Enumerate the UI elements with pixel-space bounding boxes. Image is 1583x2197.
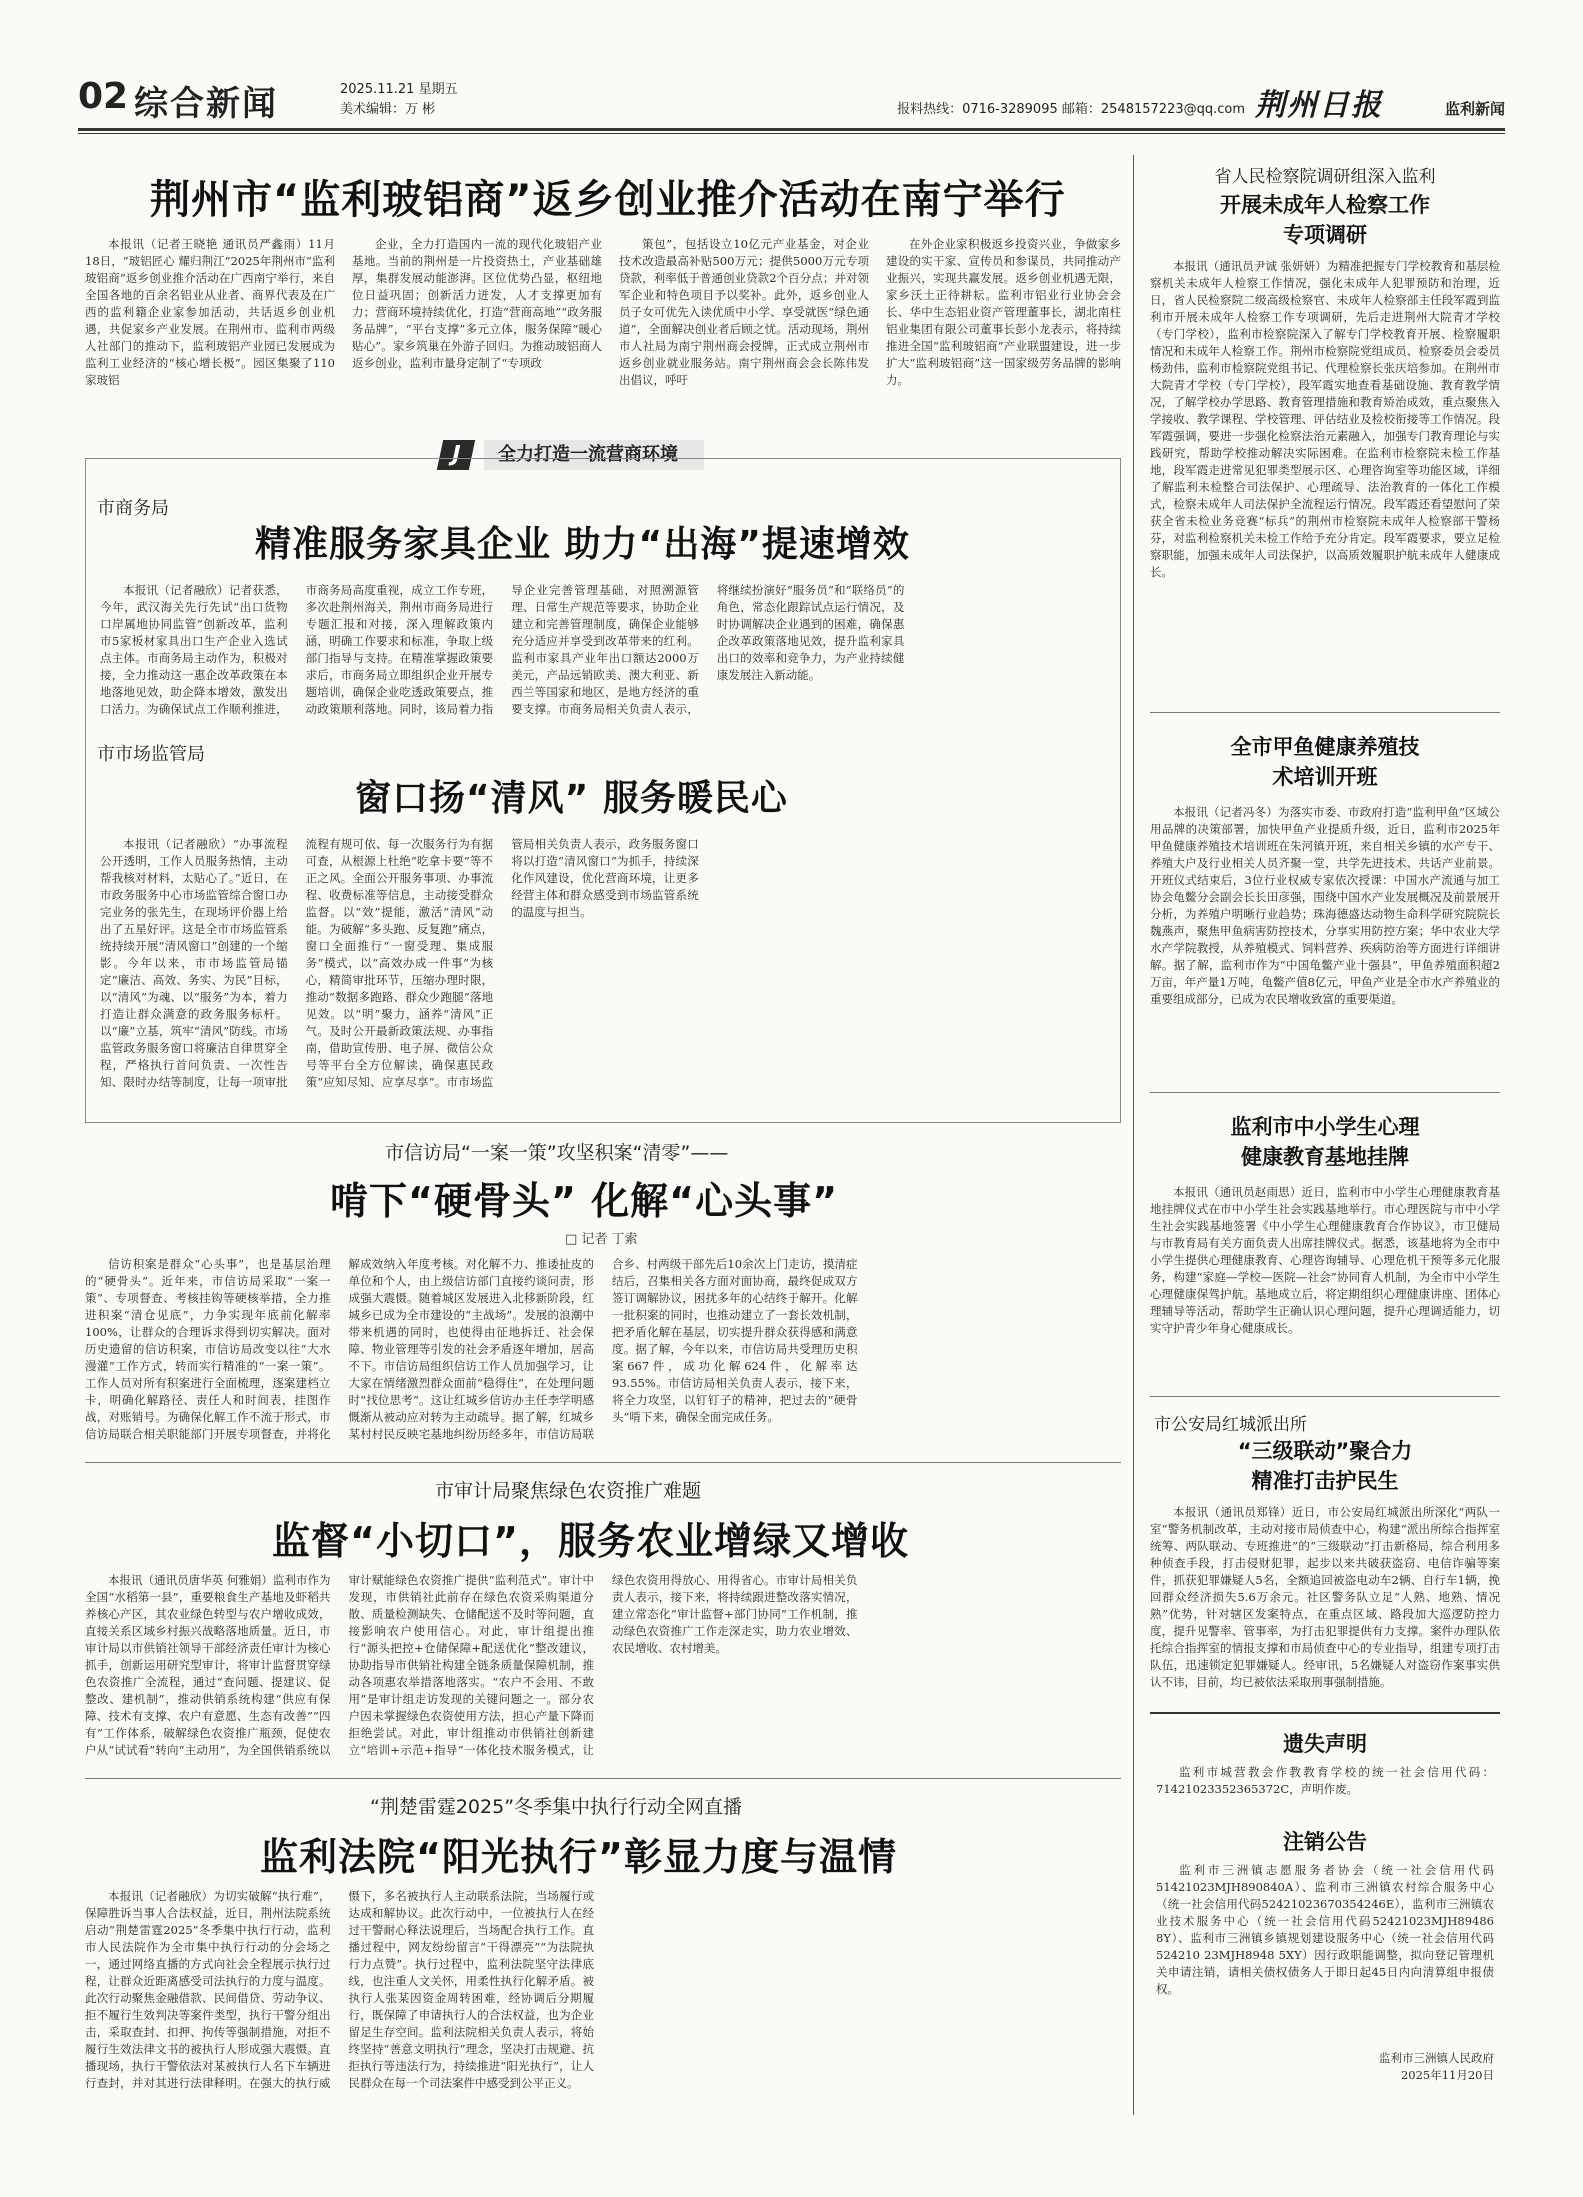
fishery-headline: 全市甲鱼健康养殖技术培训开班 [1230,735,1420,789]
audit-headline: 监督“小切口”，服务农业增绿又增收 [272,1519,909,1563]
lead-col-1-text: 本报讯（记者王晓艳 通讯员严鑫雨）11月18日，“玻铝匠心 耀归荆江”2025年荆州市“监利玻铝商”返乡创业推介活动在广西南宁举行，来自全国各地的百余名铝业从业者、商界代表及在广西的监利籍企业家参加活动，共话返乡创业机遇，共促家乡产业发展。在荆州市、监利市两级人社部门的推动下，监利玻铝产业园已发展成为监利工业经济的“核心增长极”。园区集聚了110家玻铝 [85,237,335,387]
petition-headline: 啃下“硬骨头” 化解“心头事” [330,1179,839,1223]
cancel-notice-text: 监利市三洲镇志愿服务者协会（统一社会信用代码51421023MJH890840A）、监利市三洲镇农村综合服务中心（统一社会信用代码52421023670354246E），监利市三洲镇农业技术服务中心（统一社会信用代码52421023MJH89486 8Y）、监利市三洲镇乡镇规划建设服务中心（统一社会信用代码524210 23MJH8948 5XY）因行政职能调整，拟向登记管理机关申请注销，请相关债权债务人于即日起45日内向清算组申报债权。 [1156,1863,1494,1996]
fishery-body [1150,804,1500,1064]
right-rule-2 [1150,1092,1500,1093]
lead-headline: 荆州市“监利玻铝商”返乡创业推介活动在南宁举行 [150,177,1066,223]
newspaper-logo: 荆州日报 [1255,88,1383,123]
right-rule-1 [1150,712,1500,713]
masthead-rule-thin [78,133,1505,134]
issue-editor: 美术编辑：万 彬 [340,102,436,117]
court-body [85,1888,1121,2108]
commerce-body [100,582,1110,718]
cancel-notice-body [1156,1862,1494,1998]
police-text: 本报讯（通讯员郑锋）近日，市公安局红城派出所深化“两队一室”警务机制改革，主动对接市局侦查中心，构建“派出所综合指挥室统筹、两队联动、专班推进”的“三级联动”打击新格局，综合利用多种侦查手段，打击侵财犯罪，起步以来共破获盗窃、电信诈骗等案件，抓获犯罪嫌疑人5名，全额追回被盗电动车2辆、自行车1辆，挽回群众经济损失5.6万余元。社区警务队立足“人熟、地熟、情况熟”优势，针对辖区发案特点，在重点区域、路段加大巡逻防控力度，提升见警率、管事率，为打击犯罪提供有力支撑。案件办理队依托综合指挥室的情报支撑和市局侦查中心的专业指导，组建专项打击队伍，迅速锁定犯罪嫌疑人。经审讯，5名嫌疑人对盗窃作案事实供认不讳，目前，均已被依法采取刑事强制措施。 [1150,1505,1500,1689]
audit-kicker: 市审计局聚焦绿色农资推广难题 [435,1480,702,1502]
audit-body [85,1572,1121,1768]
masthead [78,74,1505,126]
lost-notice-headline: 遗失声明 [1283,1732,1367,1756]
lead-col-3 [619,236,869,424]
edition-name: 监利新闻 [1444,100,1505,118]
market-dept-label: 市市场监管局 [97,744,205,765]
signature-date: 2025年11月20日 [1400,2068,1494,2082]
police-body [1150,1504,1500,1700]
hotline: 报料热线：0716-3289095 邮箱：2548157223@qq.com [897,102,1245,117]
column-divider [1133,155,1134,2115]
petition-text: 信访积案是群众“心头事”，也是基层治理的“硬骨头”。近年来，市信访局采取“一案一策”、专项督查、考核挂钩等硬核举措，全力推进积案“清仓见底”，力争实现年底前化解率100%，让群众的合理诉求得到切实解决。面对历史遗留的信访积案，市信访局改变以往“大水漫灌”工作方式，转而实行精准的“一案一策”。工作人员对所有积案进行全面梳理，逐案建档立卡，明确化解路径、责任人和时间表，挂图作战，对账销号。为确保化解工作不流于形式，市信访局联合相关职能部门开展专项督查，并将化解成效纳入年度考核。对化解不力、推诿扯皮的单位和个人，由上级信访部门直接约谈问责，形成强大震慑。随着城区发展进入北移新阶段，红城乡已成为全市建设的“主战场”。发展的浪潮中带来机遇的同时，也使得由征地拆迁、社会保障、物业管理等引发的社会矛盾逐年增加，居高不下。市信访局组织信访工作人员加强学习，让大家在情绪激烈群众面前“稳得住”，在处理问题时“找位思考”。这让红城乡信访办主任李学明感慨渐从被动应对转为主动疏导。据了解，红城乡某村村民反映宅基地纠纷历经多年，市信访局联合乡、村两级干部先后10余次上门走访，摸清症结后，召集相关各方面对面协商，最终促成双方签订调解协议，困扰多年的心结终于解开。化解一批积案的同时，也推动建立了一套长效机制，把矛盾化解在基层，切实提升群众获得感和满意度。据了解，今年以来，市信访局共受理历史积案667件，成功化解624件，化解率达93.55%。市信访局相关负责人表示，接下来，将全力攻坚，以钉钉子的精神，把过去的“硬骨头”啃下来，确保全面完成任务。 [85,1257,858,1441]
petition-rule [85,1462,1121,1463]
procuratorate-kicker: 省人民检察院调研组深入监利 [1214,167,1436,187]
procuratorate-text: 本报讯（通讯员尹诚 张妍妍）为精准把握专门学校教育和基层检察机关未成年人检察工作情况，强化未成年人犯罪预防和治理，近日，省人民检察院二级高级检察官、未成年人检察部主任段军霞到监利市开展未成年人检察工作专项调研，先后走进荆州大院青才学校（专门学校），监利市检察院深入了解专门学校教育开展、检察履职情况和未成年人检察工作。荆州市检察院党组成员、检察委员会委员杨劲伟，监利市检察院党组书记、代理检察长张庆培参加。在荆州市大院青才学校（专门学校），段军霞实地查看基础设施、教育教学情况，了解学校办学思路、教育管理措施和教育矫治成效，重点聚焦入学接收、教学课程、学校管理、评估结业及检校衔接等工作情况。段军霞强调，要进一步强化检察法治元素融入，加强专门教育理论与实践研究，帮助学校推动解决实际困难。在监利市检察院未检工作基地，段军霞走进常见犯罪类型展示区、心理咨询室等功能区域，详细了解监利未检整合司法保护、心理疏导、法治教育的一体化工作模式，检察未成年人司法保护全流程运行情况。段军霞还看望慰问了荣获全省未检业务竞赛“标兵”的荆州市检察院未成年人检察部干警杨芬，对监利检察机关未检工作给予充分肯定。段军霞要求，要立足检察职能，加强未成年人司法保护，以高质效履职护航未成年人健康成长。 [1150,259,1500,579]
audit-text: 本报讯（通讯员唐华英 何雅娟）监利市作为全国“水稻第一县”，重要粮食生产基地及虾稻共养核心产区，其农业绿色转型与农户增收成效，直接关系区域乡村振兴战略落地质量。近日，市审计局以市供销社领导干部经济责任审计为核心抓手，创新运用研究型审计，将审计监督贯穿绿色农资推广全流程，通过“查问题、提建议、促整改、建机制”，推动供销系统构建“供应有保障、技术有支撑、农户有意愿、生态有改善”“四有”工作体系，破解绿色农资推广瓶颈，促使农户从“试试看”转向“主动用”，为全国供销系统以审计赋能绿色农资推广提供“监利范式”。审计中发现，市供销社此前存在绿色农资采购渠道分散、质量检测缺失、仓储配送不及时等问题，直接影响农户使用信心。对此，审计组提出推行“源头把控+仓储保障+配送优化”整改建议，协助指导市供销社构建全链条质量保障机制，推动各项惠农举措落地落实。“农户不会用、不敢用”是审计组走访发现的关键问题之一。部分农户因未掌握绿色农资使用方法，担心产量下降而拒绝尝试。对此，审计组推动市供销社创新建立“培训+示范+指导”一体化技术服务模式，让绿色农资用得放心、用得省心。市审计局相关负责人表示，接下来，将持续跟进整改落实情况，建立常态化“审计监督+部门协同”工作机制，推动绿色农资推广工作走深走实，助力农业增效、农民增收、农村增美。 [85,1573,858,1757]
lead-col-4 [886,236,1121,424]
procuratorate-body [1150,258,1500,698]
lead-col-2 [352,236,602,424]
police-kicker: 市公安局红城派出所 [1154,1415,1307,1435]
petition-body [85,1256,1121,1452]
school-body [1150,1184,1500,1380]
issue-date: 2025.11.21 星期五 [340,82,458,97]
court-text: 本报讯（记者融欣）为切实破解“执行难”，保障胜诉当事人合法权益，近日，荆州法院系统启动“荆楚雷霆2025”冬季集中执行行动，监利市人民法院作为全市集中执行行动的分会场之一，通过网络直播的方式向社会全程展示执行过程，让群众近距离感受司法执行的力度与温度。此次行动聚焦金融借款、民间借贷、劳动争议、拒不履行生效判决等案件类型，执行干警分组出击，采取查封、扣押、拘传等强制措施，对拒不履行生效法律文书的被执行人形成强大震慑。直播现场，执行干警依法对某被执行人名下车辆进行查封，并对其进行法律释明。在强大的执行威慑下，多名被执行人主动联系法院，当场履行或达成和解协议。此次行动中，一位被执行人在经过干警耐心释法说理后，当场配合执行工作。直播过程中，网友纷纷留言“干得漂亮”“为法院执行力点赞”。执行过程中，监利法院坚守法律底线，也注重人文关怀，用柔性执行化解矛盾。被执行人张某因资金周转困难，经协调后分期履行，既保障了申请执行人的合法权益，也为企业留足生存空间。监利法院相关负责人表示，将始终坚持“善意文明执行”理念，坚决打击规避、抗拒执行等违法行为，持续推进“阳光执行”，让人民群众在每一个司法案件中感受到公平正义。 [85,1889,594,2090]
cancel-notice-headline: 注销公告 [1283,1830,1367,1854]
right-rule-3 [1150,1396,1500,1397]
lead-col-3-text: 策包”，包括设立10亿元产业基金，对企业技术改造最高补贴500万元；提供5000万元专项贷款，利率低于普通创业贷款2个百分点；并对领军企业和特色项目予以奖补。此外，返乡创业人员子女可优先入读优质中小学、享受就医“绿色通道”，全面解决创业者后顾之忧。活动现场，荆州市人社局为南宁荆州商会授牌，正式成立荆州市返乡创业就业服务站。南宁荆州商会会长陈伟发出倡议，呼吁 [619,237,869,387]
masthead-rule [78,128,1505,131]
cancel-notice-signature [1379,2050,1494,2084]
page-number: 02 [78,76,129,117]
school-text: 本报讯（通讯员赵雨思）近日，监利市中小学生心理健康教育基地挂牌仪式在市中小学生社会实践基地举行。市心理医院与市中小学生社会实践基地签署《中小学生心理健康教育合作协议》，市卫健局与市教育局有关方面负责人出席挂牌仪式。据悉，该基地将为全市中小学生提供心理健康教育、心理咨询辅导、心理危机干预等多元化服务，构建“家庭—学校—医院—社会”协同育人机制，为全市中小学生心理健康保驾护航。基地成立后，将定期组织心理健康讲座、团体心理辅导等活动，帮助学生正确认识心理问题，提升心理调适能力，切实守护青少年身心健康成长。 [1150,1185,1500,1335]
school-headline: 监利市中小学生心理健康教育基地挂牌 [1230,1115,1420,1169]
police-headline: “三级联动”聚合力 精准打击护民生 [1237,1439,1413,1493]
notices-box [1150,1712,1500,2112]
section-name: 综合新闻 [134,84,278,124]
market-text: 本报讯（记者融欣）“办事流程公开透明，工作人员服务热情，主动帮我核对材料，太贴心了。”近日，在市政务服务中心市场监管综合窗口办完业务的张先生，在现场评价器上给出了五星好评。这是全市市场监管系统持续开展“清风窗口”创建的一个缩影。今年以来，市市场监管局锚定“廉洁、高效、务实、为民”目标，以“清风”为魂、以“服务”为本，着力打造让群众满意的政务服务标杆。以“廉”立基，筑牢“清风”防线。市场监管政务服务窗口将廉洁自律贯穿全程，严格执行首问负责、一次性告知、限时办结等制度，让每一项审批流程有规可依、每一次服务行为有据可查，从根源上杜绝“吃拿卡要”等不正之风。全面公开服务事项、办事流程、收费标准等信息，主动接受群众监督。以“效”提能，激活“清风”动能。为破解“多头跑、反复跑”痛点，窗口全面推行“一窗受理、集成服务”模式，以“高效办成一件事”为核心，精简审批环节，压缩办理时限，推动“数据多跑路、群众少跑腿”落地见效。以“明”聚力，涵养“清风”正气。及时公开最新政策法规、办事指南，借助宣传册、电子屏、微信公众号等平台全方位解读，确保惠民政策“应知尽知、应享尽享”。市市场监管局相关负责人表示，政务服务窗口将以打造“清风窗口”为抓手，持续深化作风建设，优化营商环境，让更多经营主体和群众感受到市场监管系统的温度与担当。 [100,837,699,1089]
lost-notice-text: 监利市城营教会作教教育学校的统一社会信用代码：71421023352365372C，声明作废。 [1156,1765,1494,1796]
market-headline: 窗口扬“清风” 服务暖民心 [355,778,788,819]
commerce-text: 本报讯（记者融欣）记者获悉，今年，武汉海关先行先试“出口货物口岸属地协同监管”创新改革，监利市5家板材家具出口生产企业入选试点主体。市商务局主动作为，积极对接，全力推动这一惠企改革政策在本地落地见效，助企降本增效，激发出口活力。为确保试点工作顺利推进，市商务局高度重视，成立工作专班，多次赴荆州海关，荆州市商务局进行专题汇报和对接，深入理解政策内涵，明确工作要求和标准，争取上级部门指导与支持。在精准掌握政策要求后，市商务局立即组织企业开展专题培训，确保企业吃透政策要点，推动政策顺利落地。同时，该局着力指导企业完善管理基础，对照溯源管理、日常生产规范等要求，协助企业建立和完善管理制度，确保企业能够充分适应并享受到改革带来的红利。监利市家具产业年出口额达2000万美元，产品远销欧美、澳大利亚、新西兰等国家和地区，是地方经济的重要支撑。市商务局相关负责人表示，将继续扮演好“服务员”和“联络员”的角色，常态化跟踪试点运行情况，及时协调解决企业遇到的困难，确保惠企改革政策落地见效，提升监利家具出口的效率和竞争力，为产业持续健康发展注入新动能。 [100,583,905,716]
court-headline: 监利法院“阳光执行”彰显力度与温情 [260,1835,897,1879]
procuratorate-headline: 开展未成年人检察工作专项调研 [1220,193,1430,247]
petition-kicker: 市信访局“一案一策”攻坚积案“清零”—— [385,1142,729,1164]
lost-notice-body [1156,1764,1494,1798]
lead-col-2-text: 企业，全力打造国内一流的现代化玻铝产业基地。当前的荆州是一片投资热土，产业基础雄厚，集群发展动能澎湃。区位优势凸显，枢纽地位日益巩固；创新活力迸发，人才支撑更加有力；营商环境持续优化，打造“营商高地”“政务服务品牌”，“平台支撑”多元立体，服务保障“暖心贴心”。家乡筑巢在外游子回归。为推动玻铝商人返乡创业，监利市量身定制了“专项政 [352,237,602,370]
fishery-text: 本报讯（记者冯冬）为落实市委、市政府打造“监利甲鱼”区域公用品牌的决策部署，加快甲鱼产业提质升级，近日，监利市2025年甲鱼健康养殖技术培训班在朱河镇开班，来自相关乡镇的水产专干、养殖大户及行业相关人员齐聚一堂，共学先进技术、共话产业前景。开班仪式结束后，3位行业权威专家依次授课：中国水产流通与加工协会龟鳖分会副会长长田彦强，围绕中国水产业发展概况及前景展开分析，为养殖户明晰行业趋势；珠海德盛达动物生命科学研究院院长魏燕声，聚焦甲鱼病害防控技术，分享实用防控方案；华中农业大学水产学院教授，从养殖模式、饲料营养、疾病防治等方面进行详细讲解。据了解，监利市作为“中国龟鳖产业十强县”，甲鱼养殖面积超2万亩，年产量1万吨，龟鳖产值8亿元，甲鱼产业是全市水产养殖业的重要组成部分，已成为农民增收致富的重要渠道。 [1150,805,1500,1006]
banner-logo-mark: J [437,440,475,470]
petition-byline: □ 记者 丁索 [565,1232,638,1247]
market-body [100,836,1110,1106]
commerce-headline: 精准服务家具企业 助力“出海”提速增效 [255,524,910,565]
signature-org: 监利市三洲镇人民政府 [1379,2051,1494,2065]
banner-title: 全力打造一流营商环境 [484,440,704,470]
lead-col-1 [85,236,335,424]
lead-col-4-text: 在外企业家积极返乡投资兴业，争做家乡建设的实干家、宣传员和参谋员，共同推动产业振兴，实现共赢发展。返乡创业机遇无限，家乡沃土正待耕耘。监利市铝业行业协会会长、华中生态铝业资产管理董事长，湖北南柱铝业集团有限公司董事长彭小龙表示，将持续推进全国“监利玻铝商”产业联盟建设，进一步扩大“监利玻铝商”这一国家级劳务品牌的影响力。 [886,237,1121,387]
court-kicker: “荆楚雷霆2025”冬季集中执行行动全网直播 [370,1796,743,1818]
commerce-dept-label: 市商务局 [97,498,169,519]
audit-rule [85,1778,1121,1779]
